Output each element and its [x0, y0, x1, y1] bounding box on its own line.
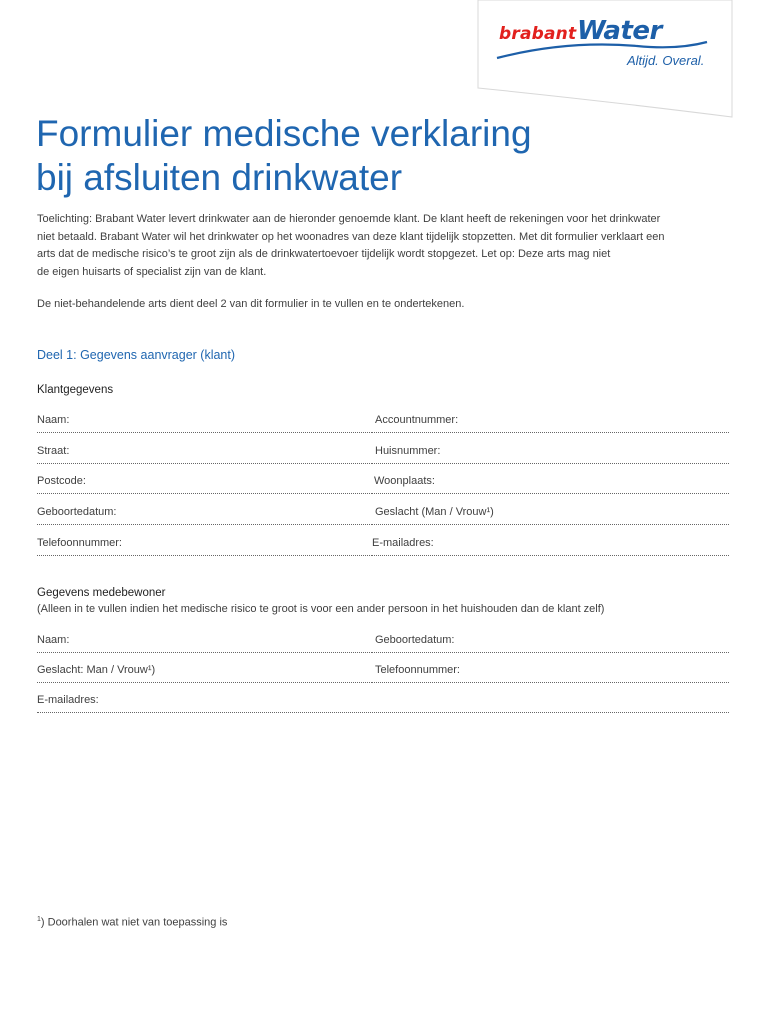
logo-brand-text: brabant [499, 24, 577, 44]
medebewoner-geslacht-label: Geslacht: Man / Vrouw¹) [37, 664, 156, 676]
klant-email-label: E-mailadres: [372, 537, 434, 549]
page-title-line-1: Formulier medische verklaring [36, 113, 532, 154]
intro-line-2: niet betaald. Brabant Water wil het drinkwater op het woonadres van deze klant tijdelijk stopzetten. Met dit formulier verklaart een [37, 230, 665, 243]
klantgegevens-heading: Klantgegevens [37, 384, 114, 396]
klant-telefoonnummer-label: Telefoonnummer: [37, 537, 122, 549]
klant-woonplaats-field[interactable] [372, 475, 729, 494]
medebewoner-email-field[interactable] [37, 694, 729, 713]
logo-water-text: Water [577, 16, 662, 46]
intro-paragraph [37, 211, 717, 281]
medebewoner-telefoonnummer-label: Telefoonnummer: [375, 664, 460, 676]
klant-naam-label: Naam: [37, 414, 70, 426]
klant-accountnummer-field[interactable] [372, 414, 729, 433]
klant-naam-field[interactable] [37, 414, 372, 433]
section-1-title: Deel 1: Gegevens aanvrager (klant) [37, 348, 236, 362]
klant-accountnummer-label: Accountnummer: [375, 414, 459, 426]
medebewoner-geboortedatum-label: Geboortedatum: [375, 634, 455, 646]
medebewoner-email-label: E-mailadres: [37, 694, 99, 706]
instruction-note: De niet-behandelende arts dient deel 2 van dit formulier in te vullen en te ondertekenen. [37, 298, 465, 310]
klant-geslacht-field[interactable] [372, 506, 729, 525]
klant-geslacht-label: Geslacht (Man / Vrouw¹) [375, 506, 494, 518]
page-title-line-2: bij afsluiten drinkwater [36, 157, 403, 198]
klant-email-field[interactable] [372, 537, 729, 556]
medebewoner-telefoonnummer-field[interactable] [372, 664, 729, 683]
medebewoner-geslacht-field[interactable] [37, 664, 372, 683]
klant-straat-label: Straat: [37, 445, 70, 457]
medebewoner-geboortedatum-field[interactable] [372, 634, 729, 653]
intro-line-1: Toelichting: Brabant Water levert drinkwater aan de hieronder genoemde klant. De klant heeft de rekeningen voor het drinkwater [37, 213, 661, 225]
klant-huisnummer-field[interactable] [372, 445, 729, 464]
intro-line-4: de eigen huisarts of specialist zijn van de klant. [37, 265, 267, 278]
medebewoner-naam-field[interactable] [37, 634, 372, 653]
footnote-text: ) Doorhalen wat niet van toepassing is [40, 916, 228, 929]
klant-woonplaats-label: Woonplaats: [374, 475, 435, 487]
footnote [37, 916, 227, 929]
klant-straat-field[interactable] [37, 445, 372, 464]
footnote-marker: 1 [37, 916, 41, 923]
klant-geboortedatum-field[interactable] [37, 506, 372, 525]
page-title [36, 112, 636, 200]
klant-huisnummer-label: Huisnummer: [375, 445, 441, 457]
klant-postcode-label: Postcode: [37, 475, 86, 487]
klant-geboortedatum-label: Geboortedatum: [37, 506, 117, 518]
intro-line-3: arts dat de medische risico’s te groot zijn als de drinkwatertoevoer tijdelijk wordt stopgezet. Let op: Deze arts mag niet [37, 248, 611, 260]
medebewoner-naam-label: Naam: [37, 634, 70, 646]
klant-telefoonnummer-field[interactable] [37, 537, 372, 556]
logo-tagline: Altijd. Overal. [627, 53, 705, 68]
klant-postcode-field[interactable] [37, 475, 372, 494]
medebewoner-note: (Alleen in te vullen indien het medische risico te groot is voor een ander persoon in het huishouden dan de klant zelf) [37, 603, 605, 615]
brand-logo [477, 0, 733, 118]
medebewoner-heading: Gegevens medebewoner [37, 587, 166, 599]
